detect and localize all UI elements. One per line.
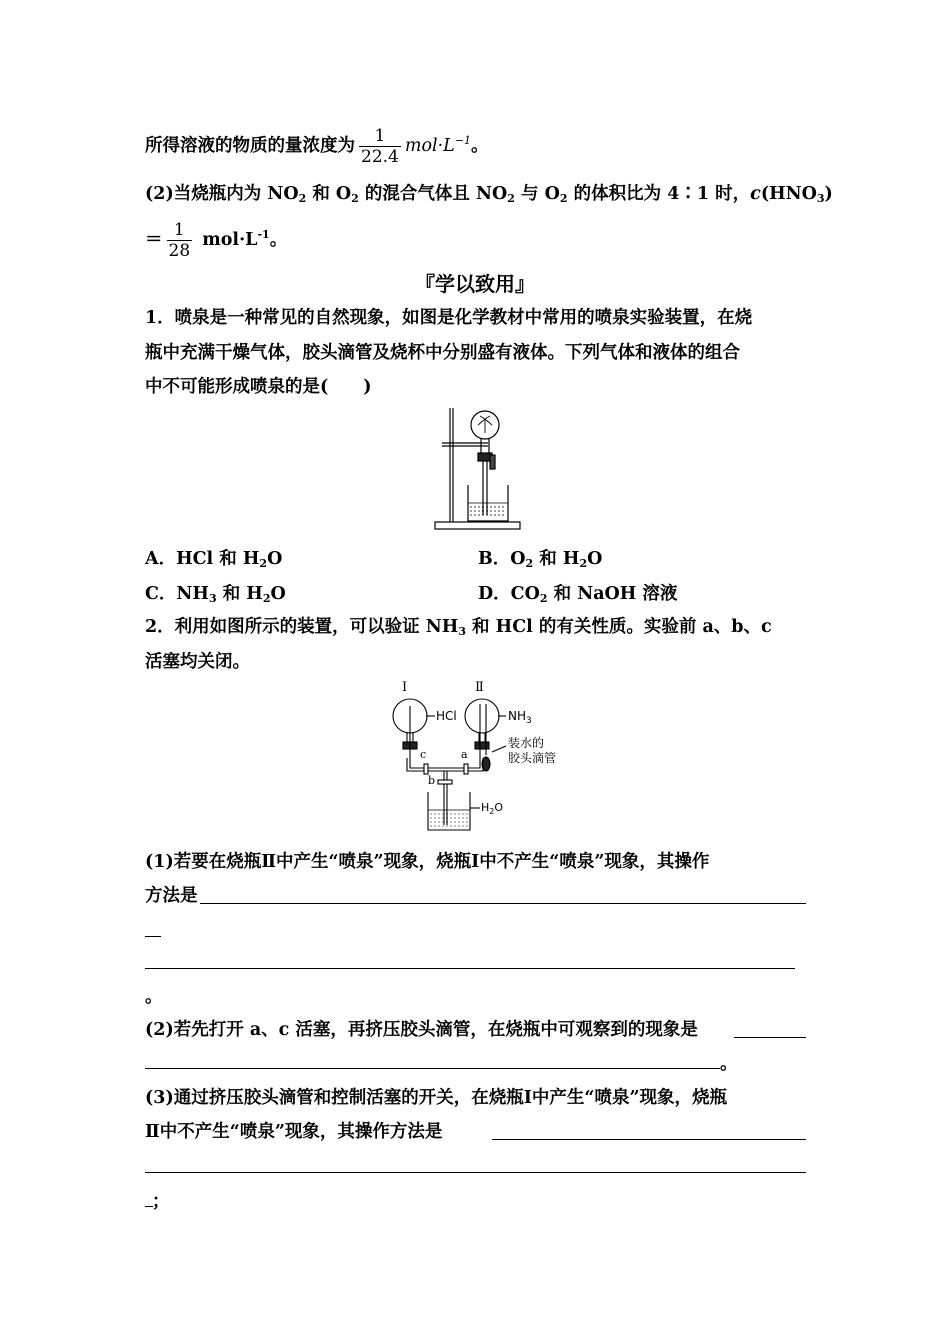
intro-line-1 bbox=[145, 126, 489, 167]
fraction-numerator: 1 bbox=[173, 220, 185, 240]
punctuation: 。 bbox=[269, 230, 288, 250]
stand-base bbox=[435, 522, 520, 529]
option-a-text-end: O bbox=[267, 549, 283, 569]
dropper-label-line-1: 装水的 bbox=[508, 736, 545, 750]
beaker bbox=[428, 792, 470, 830]
water-text: H bbox=[481, 801, 490, 814]
unit-text: mol·L bbox=[404, 136, 455, 156]
text: 与 O bbox=[514, 184, 560, 204]
q1-line-3: 中不可能形成喷泉的是( ) bbox=[145, 377, 372, 397]
option-a[interactable] bbox=[145, 545, 282, 570]
answer-blank-3a[interactable] bbox=[492, 1139, 806, 1140]
q2-line-1 bbox=[145, 615, 772, 639]
fraction-denominator: 22.4 bbox=[361, 147, 399, 167]
unit-superscript: -1 bbox=[257, 228, 270, 241]
fraction-1-28 bbox=[167, 220, 193, 261]
intro-line-3 bbox=[145, 220, 287, 261]
option-d-text-end: 和 NaOH 溶液 bbox=[547, 584, 678, 604]
q2-sub2-end: 。 bbox=[720, 1054, 738, 1074]
punctuation: 。 bbox=[471, 136, 489, 156]
subscript: 2 bbox=[259, 557, 268, 570]
q2-sub1-end: 。 bbox=[145, 987, 163, 1007]
option-c-text: 和 H bbox=[216, 584, 263, 604]
subscript: 2 bbox=[351, 192, 359, 205]
text: ) bbox=[824, 184, 833, 204]
subscript: 2 bbox=[539, 592, 548, 605]
intro-text: 所得溶液的物质的量浓度为 bbox=[145, 136, 355, 156]
q2-sub3-end: ； bbox=[152, 1192, 170, 1212]
fountain-apparatus-figure bbox=[430, 405, 530, 533]
q1-line-1: 1．喷泉是一种常见的自然现象，如图是化学教材中常用的喷泉实验装置，在烧 bbox=[145, 308, 753, 328]
flask-i-label: Ⅰ bbox=[402, 680, 408, 695]
option-d-text: D．CO bbox=[478, 584, 540, 604]
answer-blank-2a[interactable] bbox=[734, 1037, 806, 1038]
q2-sub3-line-2: Ⅱ中不产生“喷泉”现象，其操作方法是 bbox=[145, 1122, 443, 1142]
option-c-text: C．NH bbox=[145, 584, 209, 604]
subscript: 2 bbox=[489, 807, 495, 816]
subscript: 2 bbox=[262, 592, 271, 605]
text: 和 O bbox=[306, 184, 352, 204]
answer-blank-1c[interactable] bbox=[145, 968, 795, 969]
answer-blank-2b[interactable] bbox=[145, 1068, 720, 1069]
subscript: 3 bbox=[816, 192, 825, 205]
subscript: 2 bbox=[525, 557, 534, 570]
q2-sub2-line-1: (2)若先打开 a、c 活塞，再挤压胶头滴管，在烧瓶中可观察到的现象是 bbox=[145, 1020, 698, 1040]
subscript: 3 bbox=[526, 716, 532, 726]
answer-blank-1b[interactable] bbox=[145, 936, 161, 937]
text: 的混合气体且 NO bbox=[358, 184, 508, 204]
flask-ii-label: Ⅱ bbox=[475, 680, 484, 695]
valve-c-label: c bbox=[420, 748, 427, 761]
option-c[interactable] bbox=[145, 580, 286, 605]
two-flask-apparatus-figure bbox=[380, 680, 580, 835]
fraction-numerator: 1 bbox=[374, 126, 386, 146]
flask-ii bbox=[465, 699, 499, 733]
gas-nh3-label bbox=[508, 709, 532, 726]
option-c-text-end: O bbox=[270, 584, 286, 604]
text: (2)当烧瓶内为 NO bbox=[145, 184, 299, 204]
answer-blank-1a[interactable] bbox=[200, 903, 806, 904]
subscript: 2 bbox=[507, 192, 515, 205]
option-b-text: 和 H bbox=[533, 549, 580, 569]
text: 2．利用如图所示的装置，可以验证 NH bbox=[145, 617, 459, 637]
dropper-label-line-2: 胶头滴管 bbox=[508, 751, 557, 765]
option-b-text-end: O bbox=[587, 549, 603, 569]
section-heading: 『学以致用』 bbox=[415, 272, 535, 296]
concentration-symbol: c bbox=[750, 184, 761, 204]
unit-superscript: −1 bbox=[454, 134, 471, 147]
unit-text: mol·L bbox=[202, 230, 258, 250]
option-b[interactable] bbox=[478, 545, 602, 570]
water-label bbox=[481, 801, 503, 814]
fraction-1-22-4 bbox=[359, 126, 401, 167]
q1-line-2: 瓶中充满干燥气体，胶头滴管及烧杯中分别盛有液体。下列气体和液体的组合 bbox=[145, 343, 740, 363]
q2-sub3-line-1: (3)通过挤压胶头滴管和控制活塞的开关，在烧瓶Ⅰ中产生“喷泉”现象，烧瓶 bbox=[145, 1088, 728, 1108]
option-a-text: A．HCl 和 H bbox=[145, 549, 260, 569]
gas-nh3-text: NH bbox=[508, 709, 526, 723]
option-d[interactable] bbox=[478, 580, 677, 605]
text: (HNO bbox=[760, 184, 817, 204]
dropper-label bbox=[508, 736, 556, 766]
answer-blank-3b[interactable] bbox=[145, 1172, 806, 1173]
q2-line-2: 活塞均关闭。 bbox=[145, 652, 250, 672]
subscript: 3 bbox=[458, 625, 466, 638]
valve-b-label: b bbox=[428, 774, 436, 787]
subscript: 2 bbox=[579, 557, 588, 570]
valve-a-label: a bbox=[461, 748, 468, 761]
option-b-text: B．O bbox=[478, 549, 526, 569]
q2-sub1-line-2: 方法是 bbox=[145, 886, 198, 906]
subscript: 3 bbox=[208, 592, 217, 605]
gas-hcl-label: HCl bbox=[436, 709, 457, 723]
text: 的体积比为 4∶1 时， bbox=[567, 184, 751, 204]
water-text-end: O bbox=[494, 801, 504, 814]
equals-sign: ＝ bbox=[145, 230, 163, 250]
subscript: 2 bbox=[559, 192, 568, 205]
text: 和 HCl 的有关性质。实验前 a、b、c bbox=[465, 617, 772, 637]
subscript: 2 bbox=[298, 192, 307, 205]
q2-sub1-line-1: (1)若要在烧瓶Ⅱ中产生“喷泉”现象，烧瓶Ⅰ中不产生“喷泉”现象，其操作 bbox=[145, 852, 710, 872]
intro-line-2 bbox=[145, 182, 833, 206]
fraction-denominator: 28 bbox=[168, 241, 191, 261]
